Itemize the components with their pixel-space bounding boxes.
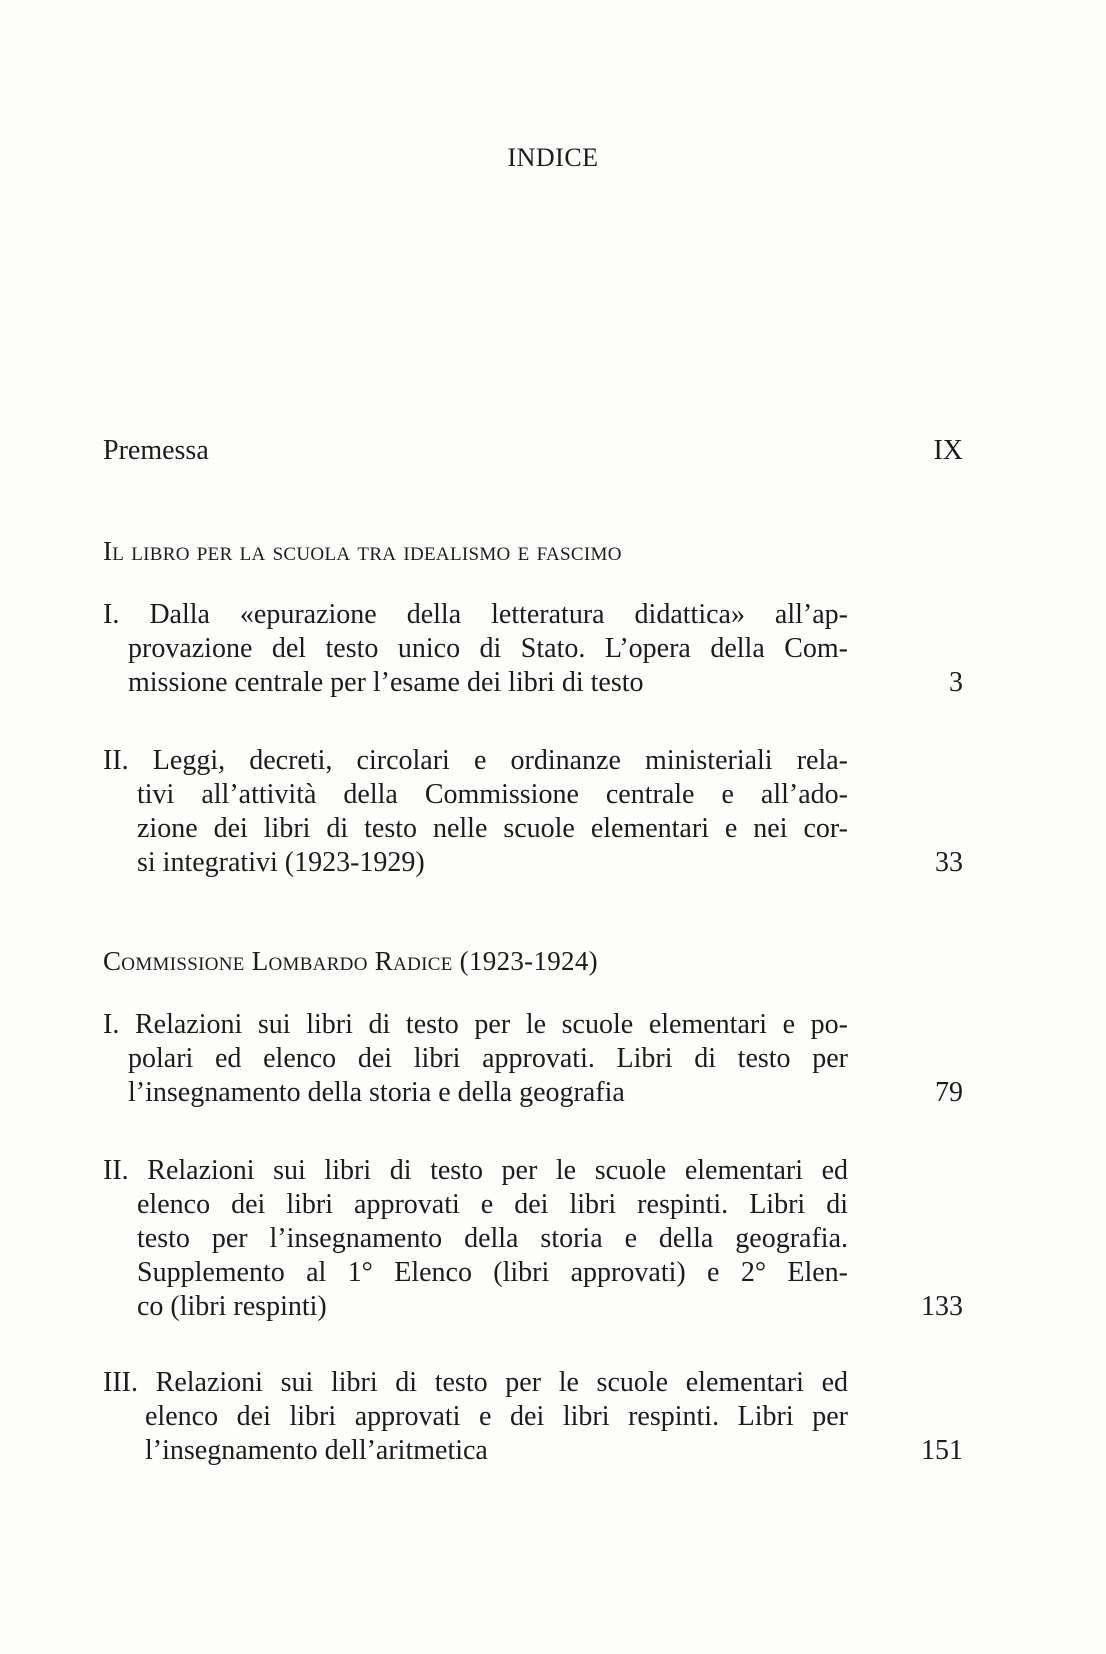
toc-entry [103, 598, 848, 700]
entry-line: Relazioni sui libri di testo per le scuole elementari e po- [134, 1009, 848, 1040]
entry-line: Supplemento al 1° Elenco (libri approvati) e 2° Elen- [137, 1257, 848, 1288]
entry-number: III. [103, 1367, 138, 1398]
page-title: INDICE [507, 143, 599, 172]
toc-entry [103, 1008, 848, 1110]
entry-line: Relazioni sui libri di testo per le scuole elementari ed [147, 1155, 849, 1186]
entry-line: Leggi, decreti, circolari e ordinanze ministeriali rela- [152, 745, 849, 776]
toc-page-number: 79 [935, 1077, 963, 1108]
entry-line: missione centrale per l’esame dei libri di testo [128, 667, 644, 698]
toc-page-number: IX [933, 435, 963, 466]
entry-line: elenco dei libri approvati e dei libri respinti. Libri per [145, 1401, 848, 1432]
toc-entry-label: Premessa [103, 435, 209, 466]
entry-line: Dalla «epurazione della letteratura didattica» all’ap- [149, 599, 848, 630]
toc-page-number: 151 [921, 1435, 963, 1466]
toc-page-number: 133 [921, 1291, 963, 1322]
toc-entry [103, 1154, 848, 1324]
entry-line: testo per l’insegnamento della storia e della geografia. [137, 1223, 848, 1254]
section-heading: Commissione Lombardo Radice (1923-1924) [103, 946, 598, 976]
entry-line: si integrativi (1923-1929) [137, 847, 425, 878]
entry-line: zione dei libri di testo nelle scuole elementari e nei cor- [137, 813, 848, 844]
toc-page-number: 33 [935, 847, 963, 878]
entry-number: II. [103, 745, 129, 776]
entry-line: tivi all’attività della Commissione centrale e all’ado- [137, 779, 848, 810]
toc-entry-premessa [103, 434, 963, 468]
entry-line: polari ed elenco dei libri approvati. Libri di testo per [128, 1043, 848, 1074]
toc-entry [103, 744, 848, 880]
entry-number: II. [103, 1155, 129, 1186]
entry-line: provazione del testo unico di Stato. L’opera della Com- [128, 633, 848, 664]
entry-line: co (libri respinti) [137, 1291, 327, 1322]
entry-line: elenco dei libri approvati e dei libri respinti. Libri di [137, 1189, 848, 1220]
entry-number: I. [103, 1009, 120, 1040]
toc-page-number: 3 [949, 667, 963, 698]
entry-line: l’insegnamento dell’aritmetica [145, 1435, 488, 1466]
entry-number: I. [103, 599, 120, 630]
toc-entry [103, 1366, 848, 1468]
entry-line: l’insegnamento della storia e della geografia [128, 1077, 625, 1108]
entry-line: Relazioni sui libri di testo per le scuole elementari ed [155, 1367, 848, 1398]
section-heading: Il libro per la scuola tra idealismo e fascimo [103, 536, 622, 566]
